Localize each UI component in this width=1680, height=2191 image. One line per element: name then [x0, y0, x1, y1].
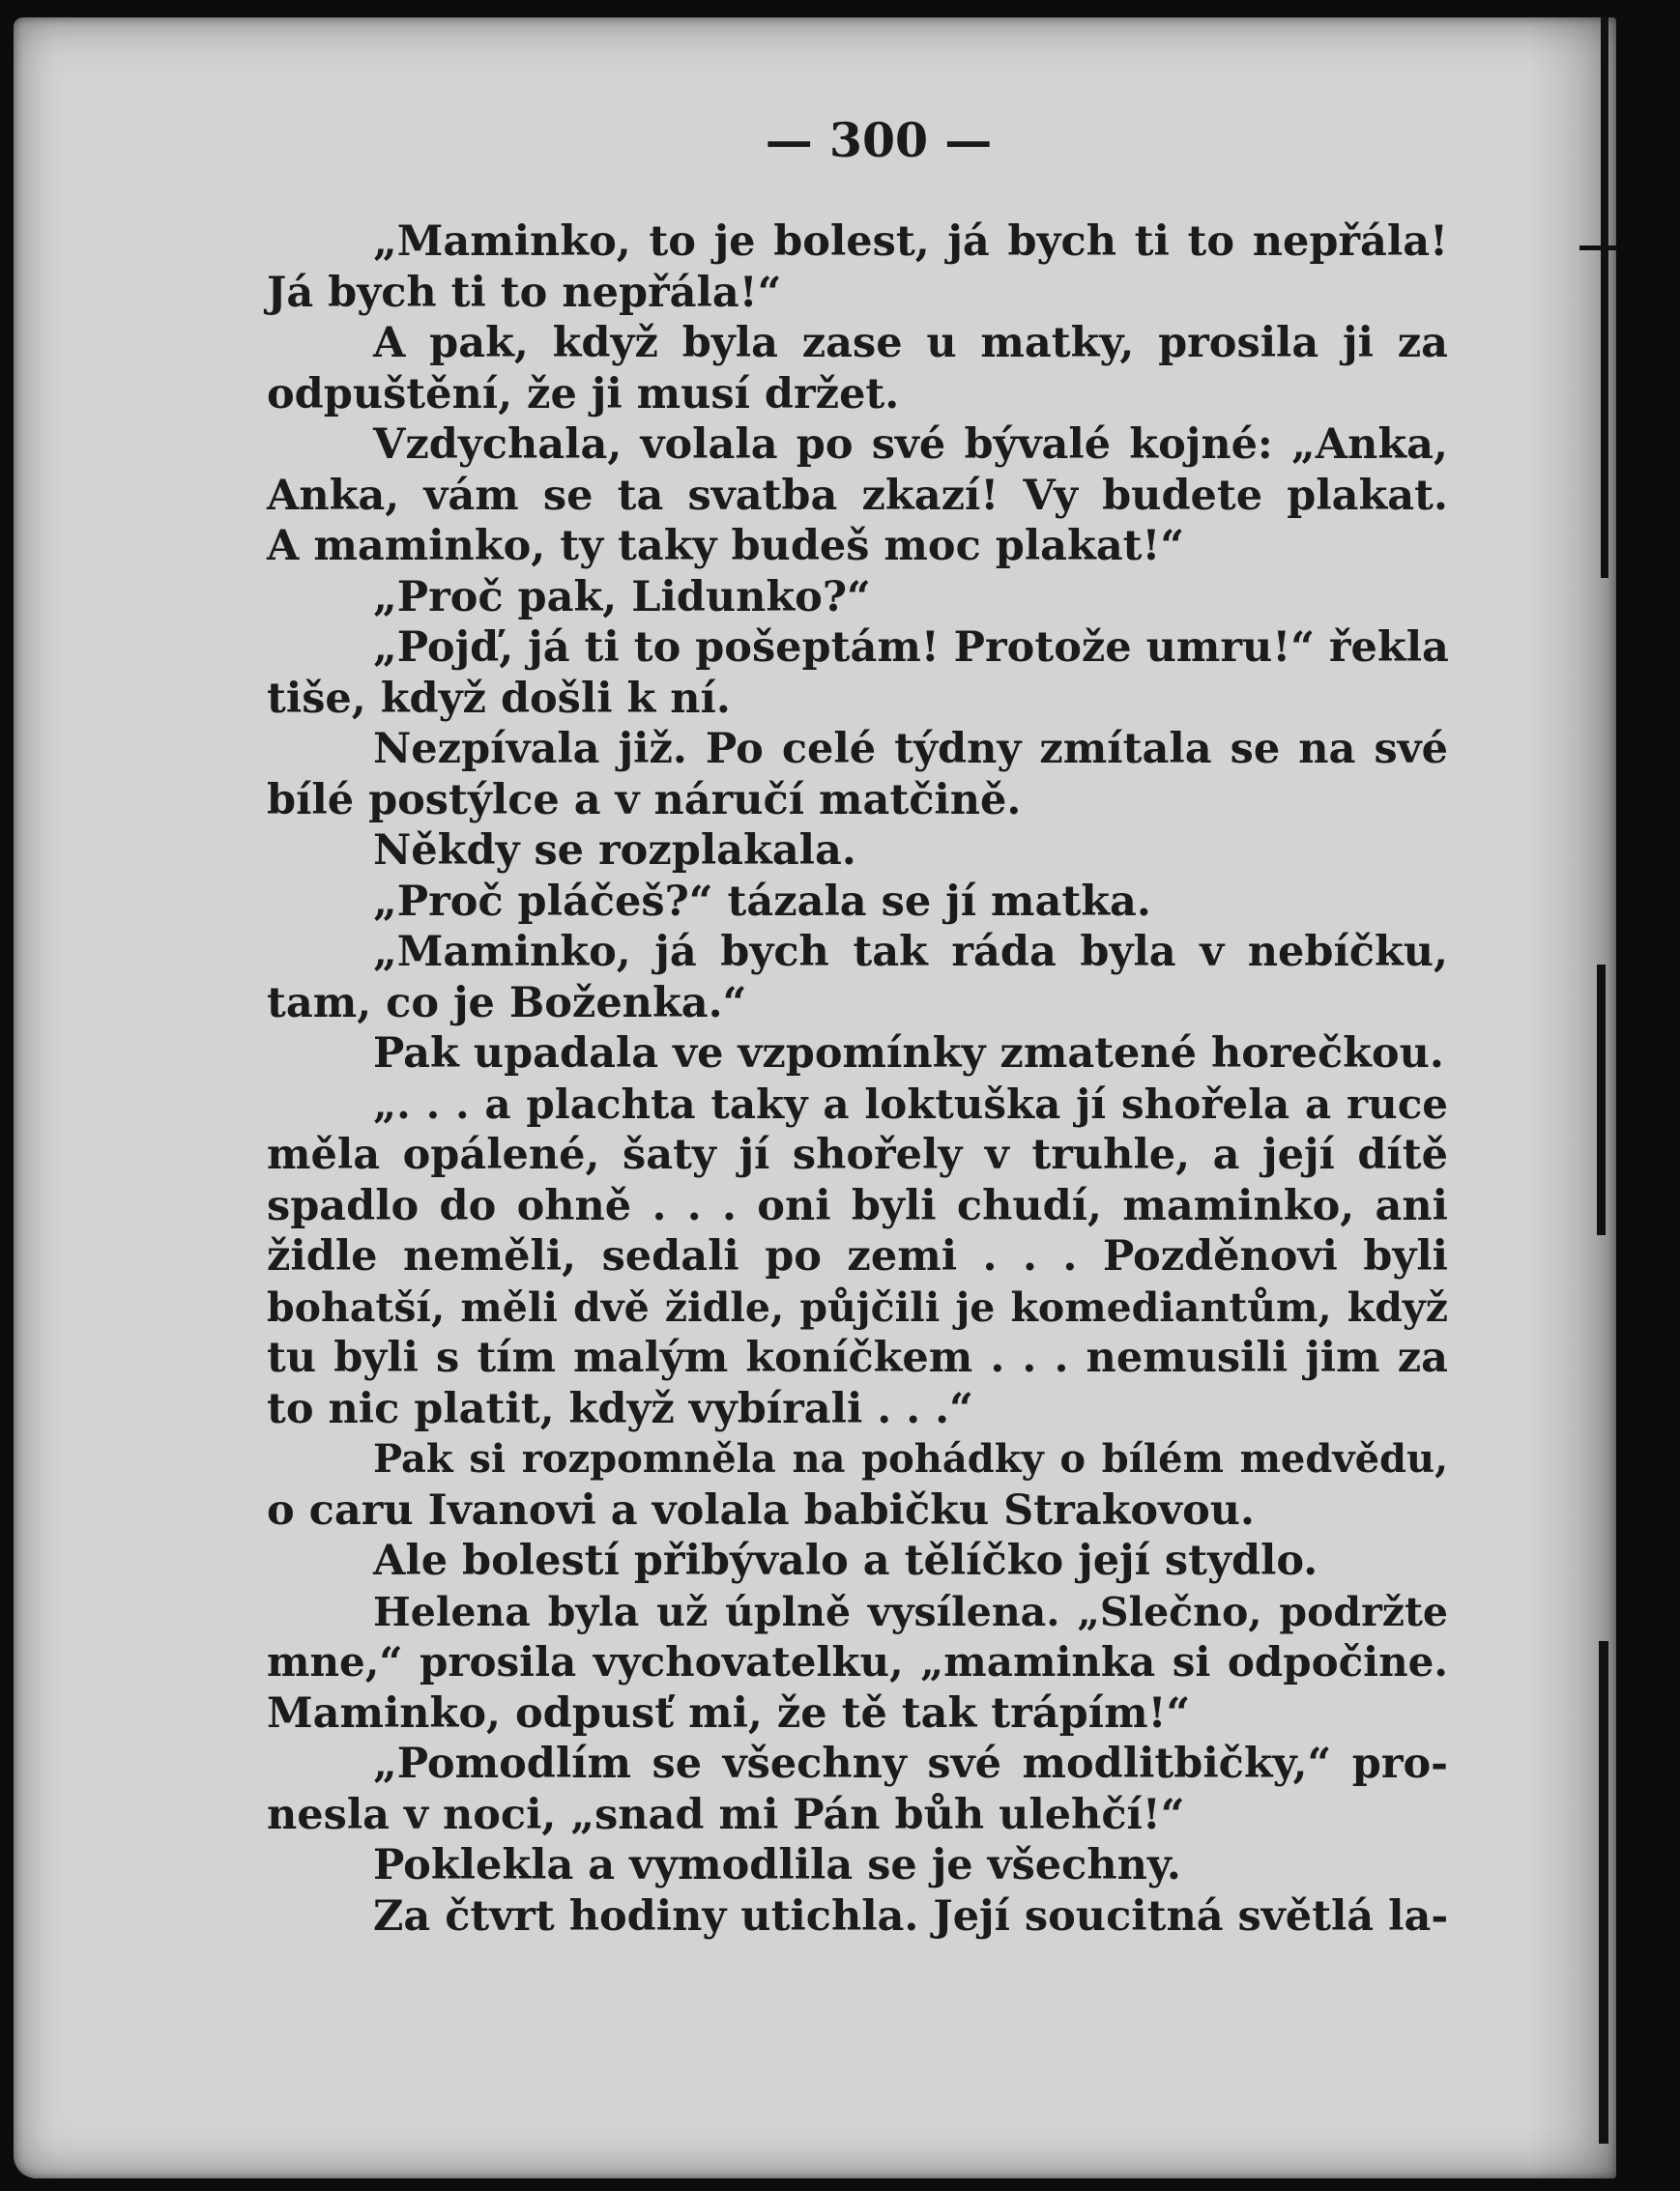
- binding-edge-mark: [1597, 965, 1606, 1235]
- text-line: nesla v noci, „snad mi Pán bůh ulehčí!“: [267, 1790, 1185, 1839]
- text-line: Ale bolestí přibývalo a tělíčko její stydlo.: [373, 1537, 1318, 1585]
- text-line: to nic platit, když vybírali . . .“: [267, 1384, 973, 1433]
- text-line: Helena byla už úplně vysílena. „Slečno, podržte: [373, 1588, 1448, 1635]
- text-line: tu byli s tím malým koníčkem . . . nemusili jim za: [267, 1334, 1448, 1382]
- text-line: „Maminko, to je bolest, já bych ti to nepřála!: [373, 217, 1448, 266]
- text-line: o caru Ivanovi a volala babičku Strakovou.: [267, 1485, 1255, 1535]
- text-line: Poklekla a vymodlila se je všechny.: [373, 1841, 1181, 1889]
- text-line: bohatší, měli dvě židle, půjčili je komediantům, když: [267, 1283, 1448, 1331]
- text-line: „Proč pláčeš?“ tázala se jí matka.: [373, 877, 1151, 926]
- text-line: židle neměli, sedali po zemi . . . Pozděnovi byli: [267, 1232, 1448, 1281]
- text-line: Za čtvrt hodiny utichla. Její soucitná světlá la-: [373, 1891, 1449, 1941]
- binding-edge-mark: [1601, 17, 1608, 578]
- text-line: „Proč pak, Lidunko?“: [373, 572, 871, 621]
- text-line: Maminko, odpusť mi, že tě tak trápím!“: [267, 1688, 1191, 1738]
- text-line: bílé postýlce a v náručí matčině.: [267, 775, 1022, 824]
- text-line: Já bych ti to nepřála!“: [267, 268, 782, 317]
- text-line: Někdy se rozplakala.: [373, 826, 856, 875]
- text-line: „Pomodlím se všechny své modlitbičky,“ pro-: [373, 1740, 1448, 1788]
- text-line: „Pojď, já ti to pošeptám! Protože umru!“ řekla: [373, 623, 1449, 672]
- binding-edge-mark: [1599, 1641, 1608, 2144]
- text-line: tam, co je Boženka.“: [267, 978, 747, 1027]
- text-line: Vzdychala, volala po své bývalé kojné: „Anka,: [373, 420, 1448, 469]
- text-line: „Maminko, já bych tak ráda byla v nebíčku,: [373, 928, 1448, 976]
- text-line: spadlo do ohně . . . oni byli chudí, maminko, ani: [267, 1181, 1448, 1230]
- binding-edge-mark: [1579, 245, 1616, 250]
- text-line: A pak, když byla zase u matky, prosila ji za: [373, 319, 1448, 367]
- text-line: A maminko, ty taky budeš moc plakat!“: [267, 522, 1185, 570]
- text-line: odpuštění, že ji musí držet.: [267, 369, 900, 418]
- page-number: — 300 —: [765, 112, 993, 168]
- text-line: „. . . a plachta taky a loktuška jí shořela a ruce: [373, 1080, 1448, 1128]
- text-line: tiše, když došli k ní.: [267, 674, 731, 723]
- text-line: Anka, vám se ta svatba zkazí! Vy budete plakat.: [267, 471, 1448, 520]
- text-line: Pak si rozpomněla na pohádky o bílém medvědu,: [373, 1436, 1448, 1482]
- text-line: měla opálené, šaty jí shořely v truhle, a její dítě: [267, 1131, 1448, 1179]
- text-line: Pak upadala ve vzpomínky zmatené horečkou.: [373, 1029, 1444, 1078]
- text-line: mne,“ prosila vychovatelku, „maminka si odpočine.: [267, 1638, 1448, 1686]
- text-line: Nezpívala již. Po celé týdny zmítala se na své: [373, 725, 1448, 773]
